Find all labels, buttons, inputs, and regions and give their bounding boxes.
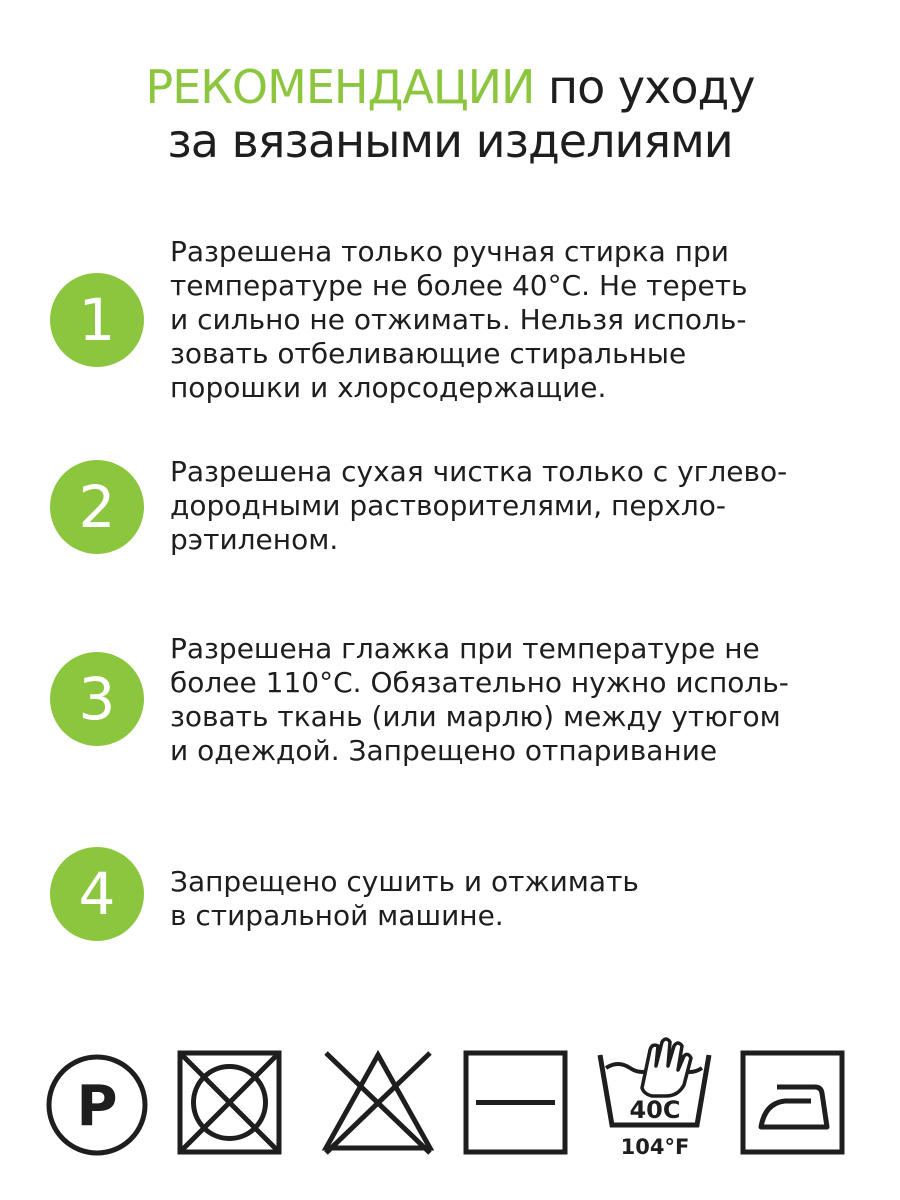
text-line: зовать отбеливающие стиральные [170,337,687,370]
number-badge-2: 2 [50,460,144,554]
care-text-2 [170,455,850,557]
text-line: дородными растворителями, перхло- [170,489,727,522]
title-accent: РЕКОМЕНДАЦИИ [145,60,535,114]
care-item-3 [50,632,850,782]
dry-clean-p-icon [42,1050,152,1160]
dry-clean-letter: P [76,1074,118,1139]
iron-icon [735,1045,850,1160]
text-line: рэтиленом. [170,523,339,556]
dry-flat-icon [458,1045,573,1160]
care-text-3 [170,632,850,768]
title-line-2: за вязаными изделиями [167,114,733,169]
no-tumble-dry-icon [172,1045,287,1160]
care-text-4 [170,865,850,933]
page-title [0,60,900,169]
wash-temp-c: 40C [629,1096,681,1124]
care-text-1 [170,235,850,405]
number-badge-4: 4 [50,847,144,941]
care-symbols-row [0,1030,900,1170]
text-line: и сильно не отжимать. Нельзя исполь- [170,303,747,336]
number-badge-1: 1 [50,273,144,367]
title-line-1 [0,60,900,114]
care-item-2 [50,455,850,585]
hand-wash-40-icon [592,1030,717,1165]
wash-temp-f: 104°F [620,1135,690,1159]
text-line: Разрешена глажка при температуре не [170,632,760,665]
text-line: и одеждой. Запрещено отпаривание [170,734,718,767]
number-badge-3: 3 [50,652,144,746]
text-line: зовать ткань (или марлю) между утюгом [170,700,781,733]
text-line: Запрещено сушить и отжимать [170,865,639,898]
text-line: более 110°C. Обязательно нужно исполь- [170,666,789,699]
text-line: Разрешена только ручная стирка при [170,235,729,268]
care-item-4 [50,855,850,955]
text-line: Разрешена сухая чистка только с углево- [170,455,788,488]
care-item-1 [50,235,850,415]
text-line: температуре не более 40°C. Не тереть [170,269,748,302]
text-line: в стиральной машине. [170,899,504,932]
no-bleach-icon [318,1045,438,1160]
text-line: порошки и хлорсодержащие. [170,371,607,404]
title-rest: по уходу [548,60,755,114]
